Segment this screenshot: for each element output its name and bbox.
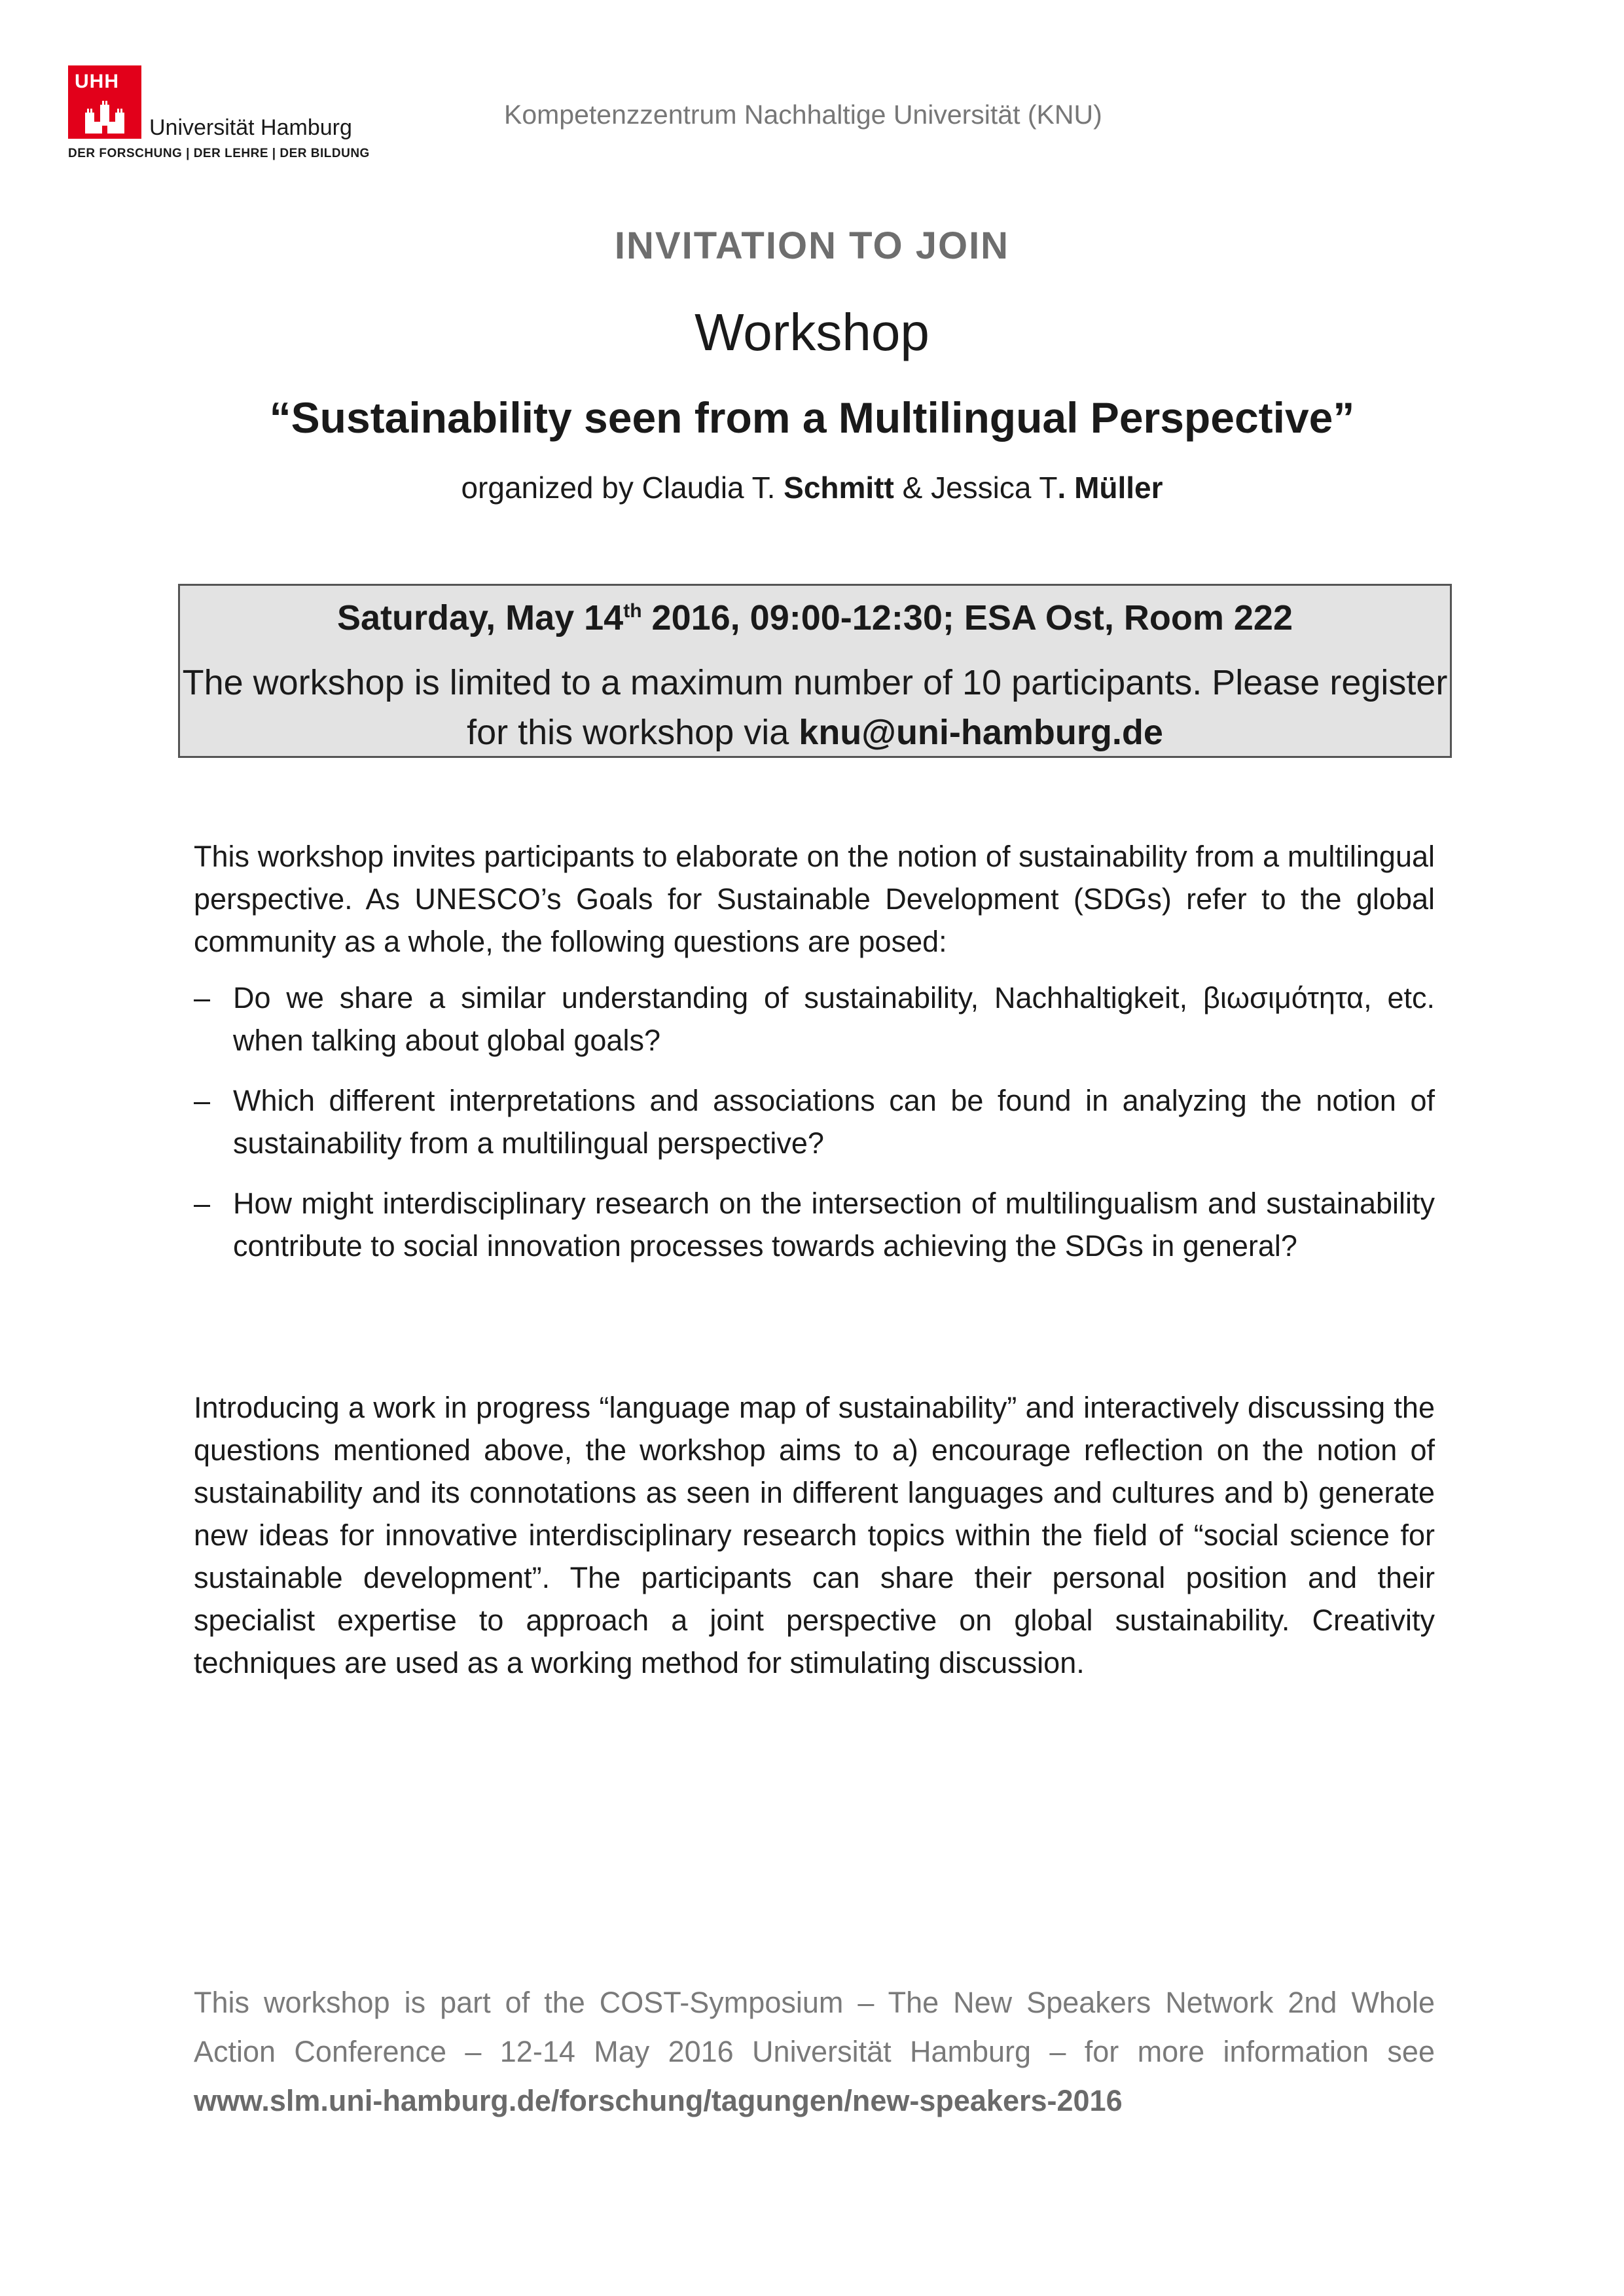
footer-note bbox=[194, 1978, 1435, 2125]
list-item bbox=[194, 1079, 1435, 1164]
logo-mark-text: UHH bbox=[75, 71, 119, 92]
limit-line bbox=[180, 658, 1450, 757]
question-text: How might interdisciplinary research on the intersection of multilingualism and sustainability contribute to social innovation processes towards achieving the SDGs in general? bbox=[233, 1187, 1435, 1263]
organizer2-last: . Müller bbox=[1057, 471, 1163, 505]
invitation-heading: INVITATION TO JOIN bbox=[614, 224, 1010, 267]
email-link[interactable]: knu@uni-hamburg.de bbox=[799, 713, 1163, 752]
organized-prefix: organized by Claudia T. bbox=[461, 471, 784, 505]
questions-list bbox=[194, 977, 1435, 1285]
hamburg-castle-icon bbox=[85, 99, 124, 134]
workshop-label: Workshop bbox=[695, 303, 929, 361]
info-box bbox=[178, 584, 1452, 758]
limit-text: The workshop is limited to a maximum number of 10 participants. Please register for this workshop via bbox=[182, 663, 1448, 752]
question-text: Do we share a similar understanding of sustainability, Nachhaltigkeit, βιωσιμότητα, etc. when talking about global goals? bbox=[233, 981, 1435, 1057]
workshop-title: “Sustainability seen from a Multilingual Perspective” bbox=[269, 393, 1355, 442]
organized-mid: & Jessica T bbox=[893, 471, 1058, 505]
description-paragraph: Introducing a work in progress “language map of sustainability” and interactively discussing the questions mentioned above, the workshop aims to a) encourage reflection on the notion of sustainability and its connotations as seen in different languages and cultures and b) generate new ideas for innovative interdisciplinary research topics within the field of “social science for sustainable development”. The participants can share their personal position and their specialist expertise to approach a joint perspective on global sustainability. Creativity techniques are used as a working method for stimulating discussion. bbox=[194, 1391, 1435, 1679]
intro-paragraph: This workshop invites participants to elaborate on the notion of sustainability from a multilingual perspective. As UNESCO’s Goals for Sustainable Development (SDGs) refer to the global community as a whole, the following questions are posed: bbox=[194, 840, 1435, 958]
bullet-dash: – bbox=[194, 1084, 211, 1117]
organizers-line bbox=[0, 470, 1624, 505]
footer-url-link[interactable]: www.slm.uni-hamburg.de/forschung/tagungen/new-speakers-2016 bbox=[194, 2084, 1123, 2117]
date-line bbox=[180, 598, 1450, 638]
footer-text: This workshop is part of the COST-Symposium – The New Speakers Network 2nd Whole Action Conference – 12-14 May 2016 Universität Hamburg – for more information see bbox=[194, 1986, 1435, 2068]
logo-name: Universität Hamburg bbox=[149, 115, 352, 140]
question-text: Which different interpretations and associations can be found in analyzing the notion of sustainability from a multilingual perspective? bbox=[233, 1084, 1435, 1160]
date-sup: th bbox=[623, 600, 642, 622]
organizer1-last: Schmitt bbox=[784, 471, 894, 505]
university-logo bbox=[68, 65, 369, 164]
list-item bbox=[194, 977, 1435, 1062]
bullet-dash: – bbox=[194, 1187, 211, 1220]
bullet-dash: – bbox=[194, 981, 211, 1014]
logo-mark bbox=[68, 65, 141, 139]
date-prefix: Saturday, May 14 bbox=[337, 598, 624, 637]
date-rest: 2016, 09:00-12:30; ESA Ost, Room 222 bbox=[641, 598, 1293, 637]
logo-tagline: DER FORSCHUNG | DER LEHRE | DER BILDUNG bbox=[68, 147, 370, 160]
list-item bbox=[194, 1182, 1435, 1267]
header-center-text: Kompetenzzentrum Nachhaltige Universität (KNU) bbox=[504, 99, 1102, 130]
